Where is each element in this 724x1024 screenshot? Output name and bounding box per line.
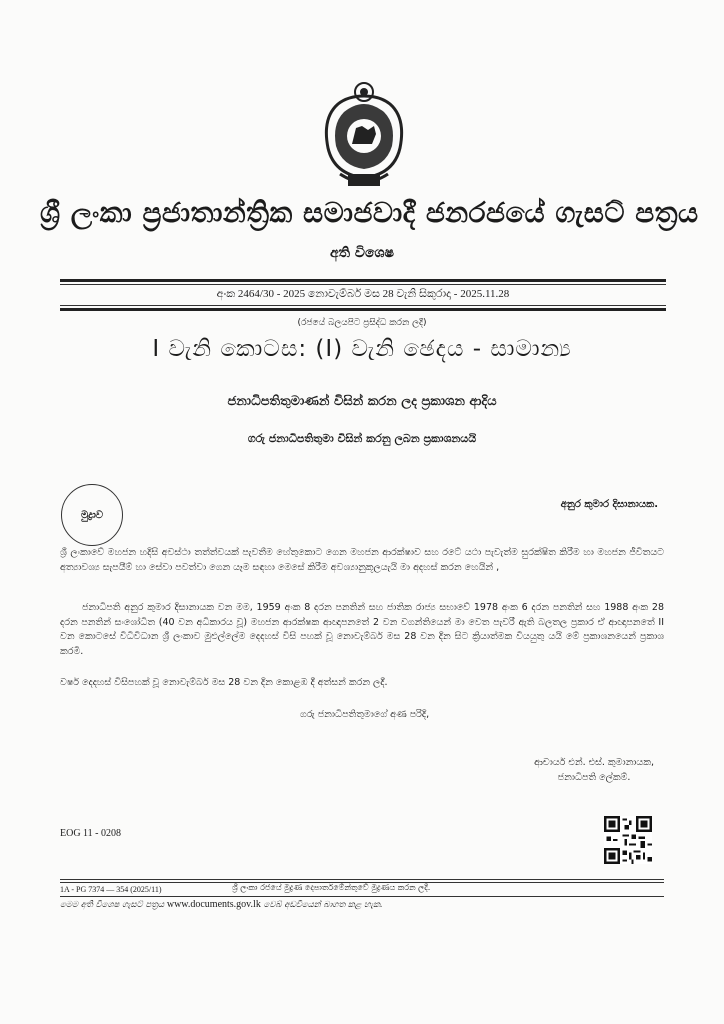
section-heading: ජනාධිපතිතුමාණන් විසින් කරන ලද ප්‍රකාශන ආදිය bbox=[227, 394, 497, 409]
order-line: ගරු ජනාධිපතිතුමාගේ අණ පරිදි, bbox=[300, 709, 430, 720]
part-heading: I වැනි කොටස: (I) වැනි ඡෙදය - සාමාන්‍ය bbox=[152, 336, 572, 362]
seal-stamp bbox=[61, 484, 123, 546]
qr-code-icon bbox=[604, 816, 652, 864]
gazette-subtitle: අති විශෙෂ bbox=[330, 245, 394, 261]
registration-note: (රජයේ බලයපිට ප්‍රසිද්ධ කරන ලදී) bbox=[297, 318, 427, 328]
web-note bbox=[60, 899, 383, 910]
seal-label: මුද්‍රාව bbox=[80, 509, 104, 521]
sri-lanka-emblem-icon bbox=[318, 78, 410, 190]
header-rule-bottom bbox=[60, 308, 666, 311]
web-url: www.documents.gov.lk bbox=[166, 899, 261, 910]
paragraph-proclamation: ජනාධිපති අනුර කුමාර දිසානායක වන මම, 1959 අංක 8 දරන පනතින් සහ ජාතික රාජ්‍ය සභාවේ 1978 අංක 6 දරන පනතින් සහ 1988 අංක 28 දරන පනතින් සංශෝධිත (40 වන අධිකාරය වූ) මහජන ආරක්ෂක ආඥාපනතේ 2 වන වගන්තියෙන් මා වෙත පැවරී ඇති බලතල ප්‍රකාර ඒ ආඥාපනතේ II වන කොටසේ විධිවිධාන ශ්‍රී ලංකාව මුළුල්ලේම දෙදහස් විසි පහක් වූ නොවැම්බර් මස 28 වන දින සිට ක්‍රියාත්මක වියයුතු යයි මේ ප්‍රකාශනයෙන් ප්‍රකාශ කරමි. bbox=[60, 602, 664, 657]
proclamation-heading: ගරු ජනාධිපතිතුමා විසින් කරනු ලබන ප්‍රකාශනයයි bbox=[247, 432, 477, 445]
web-note-suffix: වෙබ් අඩවියෙන් බාගත කළ හැක. bbox=[263, 900, 383, 910]
header-rule-bottom-thin bbox=[60, 305, 666, 306]
secretary-title: ජනාධිපති ලේකම්. bbox=[557, 772, 631, 783]
footer-rule-bottom bbox=[60, 896, 664, 897]
secretary-name: ආචාර්ය එන්. එස්. කුමානායක, bbox=[534, 757, 654, 768]
signer-name: අනුර කුමාර දිසානායක. bbox=[560, 499, 658, 510]
web-note-prefix: මෙම අති විශෙෂ ගැසට් පත්‍රය bbox=[60, 900, 165, 910]
footer-rule-top bbox=[60, 879, 664, 880]
issue-line: අංක 2464/30 - 2025 නොවැම්බර් මස 28 වැනි සිකුරාදා - 2025.11.28 bbox=[216, 288, 510, 300]
paragraph-preamble: ශ්‍රී ලංකාවේ මහජන හදිසි අවස්ථා තත්ත්වයක් පැවතීම හේතුකොට ගෙන මහජන ආරක්ෂාව සහ රටේ යථා පැවැත්ම සුරක්ෂිත කිරීම හා මහජන ජීවිතයට අත්‍යාවශ්‍ය සැපයීම් හා සේවා පවත්වා ගෙන යෑම සඳහා මෙසේ කිරීම අවශ්‍යානුකූලයැයි මා අදහස් කරන හෙයින් , bbox=[60, 547, 664, 573]
header-rule-top bbox=[60, 279, 666, 282]
reference-code: EOG 11 - 0208 bbox=[60, 828, 122, 839]
secretary-block bbox=[534, 755, 654, 785]
header-rule-top-thin bbox=[60, 284, 666, 285]
print-code: 1A - PG 7374 — 354 (2025/11) bbox=[60, 885, 162, 894]
paragraph-signed: වර්ෂ දෙදහස් විසිපහක් වූ නොවැම්බර් මස 28 වන දින කොළඹ දී අත්සන් කරන ලදී. bbox=[60, 677, 388, 688]
gazette-title: ශ්‍රී ලංකා ප්‍රජාතාන්ත්‍රික සමාජවාදී ජනරජයේ ගැසට් පත්‍රය bbox=[40, 196, 699, 229]
printer-note: ශ්‍රී ලංකා රජයේ මුද්‍රණ දෙපාර්තමේන්තුවේ මුද්‍රණය කරන ලදී. bbox=[232, 883, 431, 892]
